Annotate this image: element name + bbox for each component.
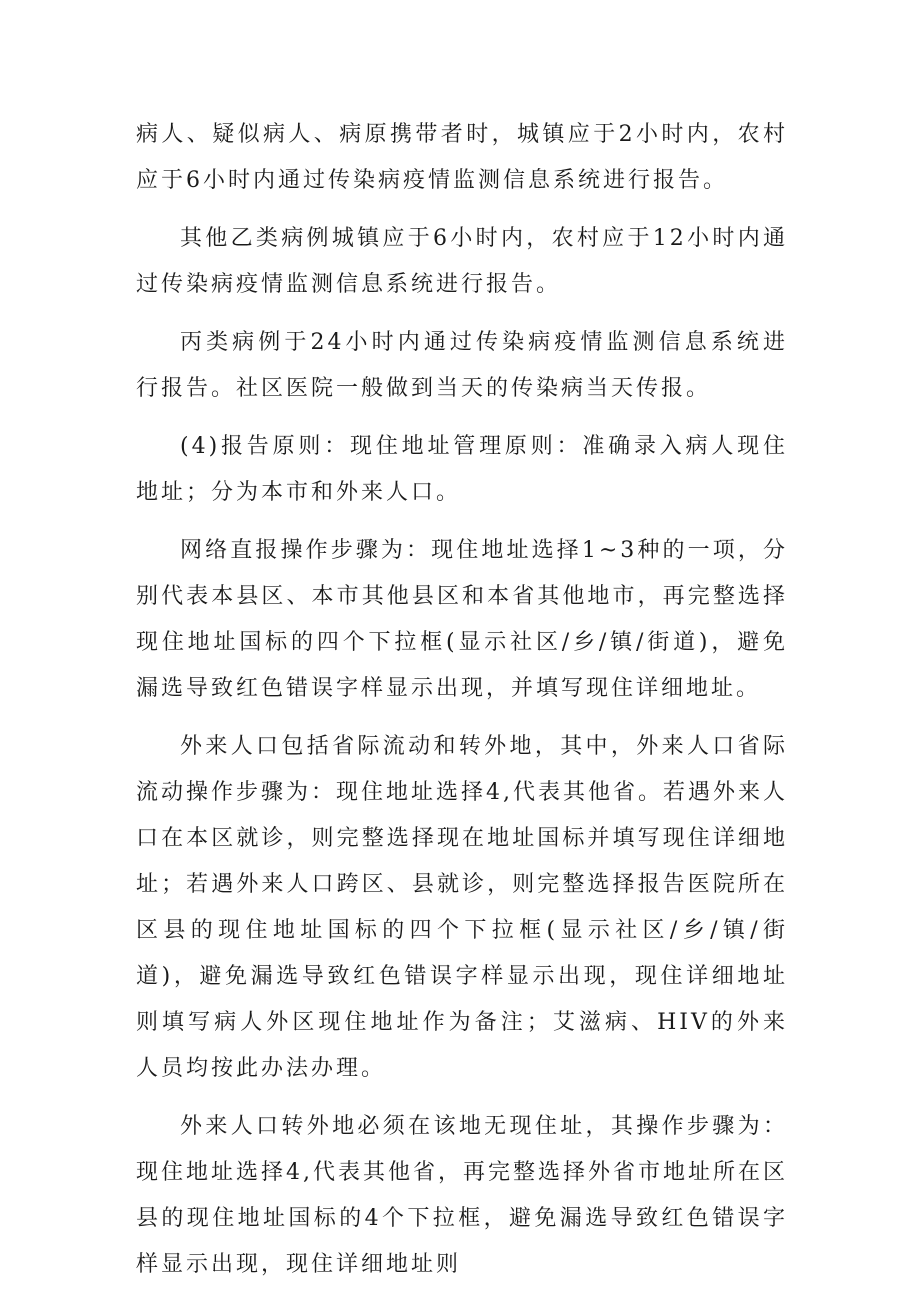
paragraph-3: 丙类病例于24小时内通过传染病疫情监测信息系统进行报告。社区医院一般做到当天的传染病当天传报。 xyxy=(136,330,788,401)
paragraph-4: (4)报告原则：现住地址管理原则：准确录入病人现住地址；分为本市和外来人口。 xyxy=(136,434,788,505)
document-body xyxy=(136,112,788,1288)
paragraph-2: 其他乙类病例城镇应于6小时内，农村应于12小时内通过传染病疫情监测信息系统进行报告。 xyxy=(136,226,788,297)
paragraph-6: 外来人口包括省际流动和转外地，其中，外来人口省际流动操作步骤为：现住地址选择4,代表其他省。若遇外来人口在本区就诊，则完整选择现在地址国标并填写现住详细地址；若遇外来人口跨区、县就诊，则完整选择报告医院所在区县的现住地址国标的四个下拉框(显示社区/乡/镇/街道)，避免漏选导致红色错误字样显示出现，现住详细地址则填写病人外区现住地址作为备注；艾滋病、HIV的外来人员均按此办法办理。 xyxy=(136,734,788,1081)
paragraph-1: 病人、疑似病人、病原携带者时，城镇应于2小时内，农村应于6小时内通过传染病疫情监测信息系统进行报告。 xyxy=(136,122,788,193)
paragraph-5: 网络直报操作步骤为：现住地址选择1~3种的一项，分别代表本县区、本市其他县区和本省其他地市，再完整选择现住地址国标的四个下拉框(显示社区/乡/镇/街道)，避免漏选导致红色错误字样显示出现，并填写现住详细地址。 xyxy=(136,538,788,701)
paragraph-7: 外来人口转外地必须在该地无现住址，其操作步骤为：现住地址选择4,代表其他省，再完整选择外省市地址所在区县的现住地址国标的4个下拉框，避免漏选导致红色错误字样显示出现，现住详细地址则 xyxy=(136,1114,788,1277)
